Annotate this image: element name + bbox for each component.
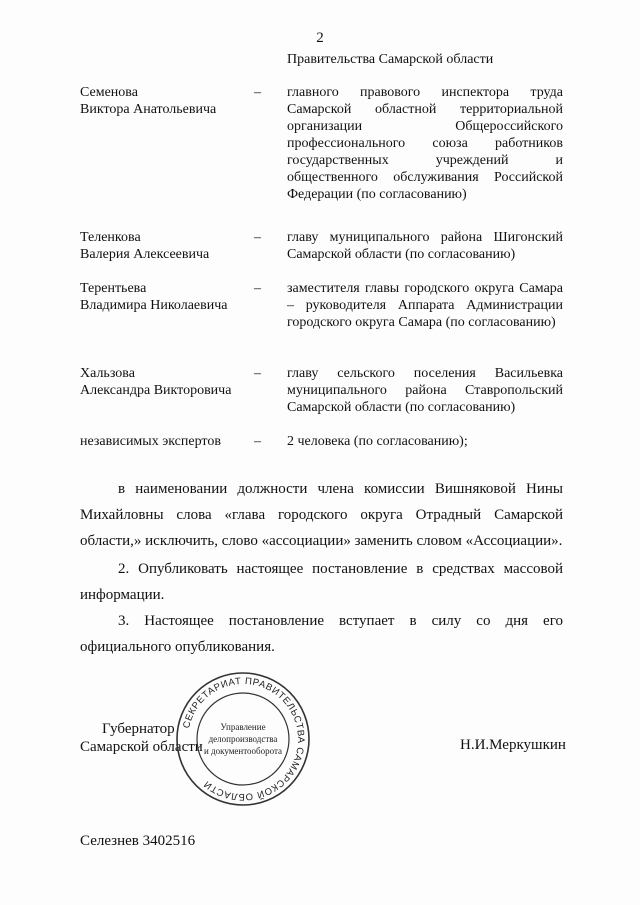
- dash: –: [254, 366, 261, 381]
- page-number: 2: [316, 30, 324, 46]
- member-entry: [0, 84, 640, 229]
- svg-text:и документооборота: и документооборота: [203, 746, 283, 756]
- member-role: 2 человека (по согласованию);: [287, 434, 468, 449]
- member-name: Терентьева Владимира Николаевича: [80, 281, 228, 313]
- dash: –: [254, 230, 261, 245]
- member-entry: [0, 280, 640, 365]
- official-stamp-seal: [174, 670, 312, 808]
- document-header: Правительства Самарской области: [287, 52, 494, 67]
- member-entry: [0, 229, 640, 280]
- body-paragraph: в наименовании должности члена комиссии Вишняковой Нины Михайловны слова «глава городского округа Отрадный Самарской области,» исключить, слово «ассоциации» заменить словом «Ассоциации».: [80, 481, 563, 549]
- member-role: главу муниципального района Шигонский Самарской области (по согласованию): [287, 230, 563, 262]
- member-entry: [0, 365, 640, 433]
- member-role: заместителя главы городского округа Самара – руководителя Аппарата Администрации городского округа Самара (по согласованию): [287, 281, 563, 330]
- dash: –: [254, 85, 261, 100]
- member-name: Теленкова Валерия Алексеевича: [80, 230, 210, 262]
- body-paragraph: 3. Настоящее постановление вступает в силу со дня его официального опубликования.: [80, 613, 563, 655]
- signatory-title: Губернатор Самарской области: [80, 721, 203, 755]
- member-name: Хальзова Александра Викторовича: [80, 366, 232, 398]
- dash: –: [254, 281, 261, 296]
- svg-text:делопроизводства: делопроизводства: [208, 734, 278, 744]
- member-name: Семенова Виктора Анатольевича: [80, 85, 217, 117]
- svg-text:Управление: Управление: [220, 722, 266, 732]
- commission-members-list: [0, 84, 640, 463]
- member-role: главу сельского поселения Васильевка муниципального района Ставропольский Самарской области (по согласованию): [287, 366, 563, 415]
- body-paragraph: 2. Опубликовать настоящее постановление в средствах массовой информации.: [80, 561, 563, 603]
- member-entry: [0, 433, 640, 463]
- executor-contact: Селезнев 3402516: [80, 833, 196, 849]
- member-name: независимых экспертов: [80, 434, 221, 449]
- dash: –: [254, 434, 261, 449]
- signatory-name: Н.И.Меркушкин: [460, 737, 566, 753]
- svg-text:СЕКРЕТАРИАТ ПРАВИТЕЛЬСТВА САМА: СЕКРЕТАРИАТ ПРАВИТЕЛЬСТВА САМАРСКОЙ ОБЛАСТИ: [181, 675, 307, 803]
- member-role: главного правового инспектора труда Самарской областной территориальной организации Общероссийского профессионального союза работников государственных учреждений и общественного обслуживания Российской Федерации (по согласованию): [287, 85, 563, 202]
